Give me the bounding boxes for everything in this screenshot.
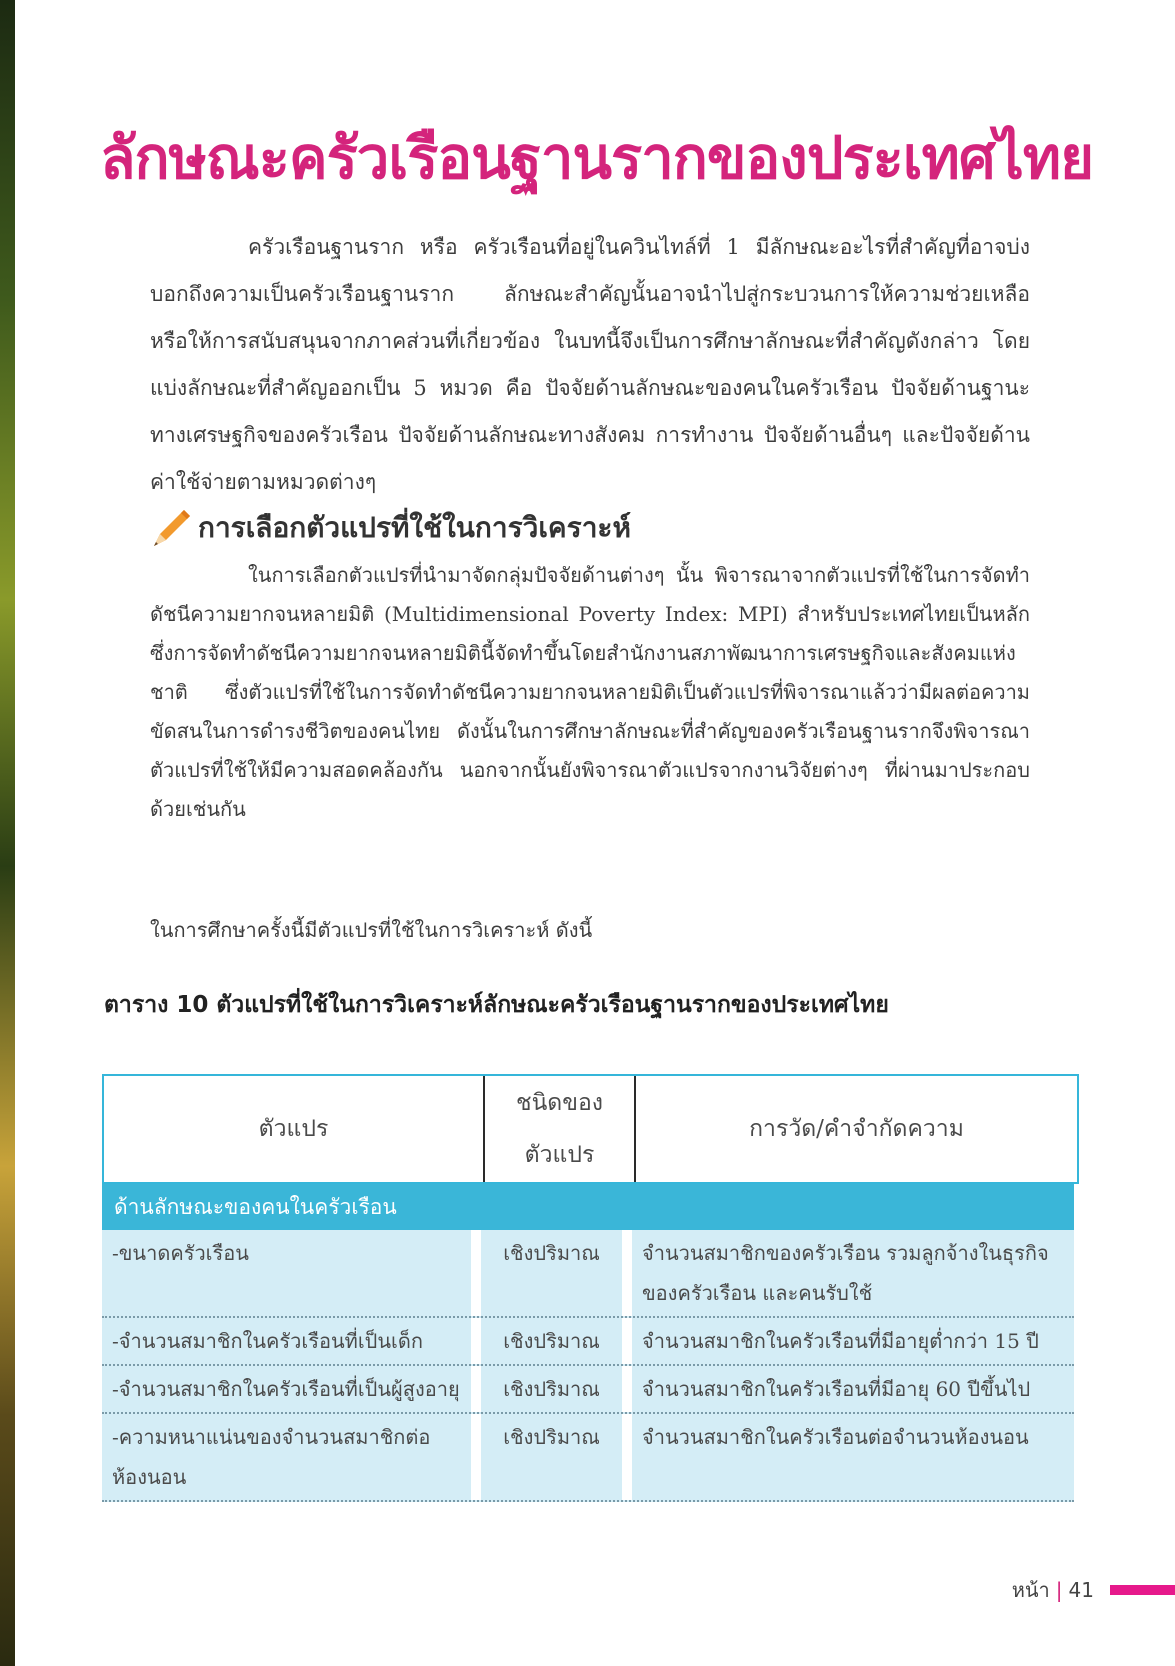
variables-intro: ในการศึกษาครั้งนี้มีตัวแปรที่ใช้ในการวิเคราะห์ ดังนี้ [150, 918, 593, 942]
page-separator: | [1055, 1578, 1063, 1602]
row-type: เชิงปริมาณ [481, 1366, 632, 1412]
intro-paragraph-text: ครัวเรือนฐานราก หรือ ครัวเรือนที่อยู่ในควินไทล์ที่ 1 มีลักษณะอะไรที่สำคัญที่อาจบ่งบอกถึงความเป็นครัวเรือนฐานราก ลักษณะสำคัญนั้นอาจนำไปสู่กระบวนการให้ความช่วยเหลือ หรือให้การสนับสนุนจากภาคส่วนที่เกี่ยวข้อง ในบทนี้จึงเป็นการศึกษาลักษณะที่สำคัญดังกล่าว โดยแบ่งลักษณะที่สำคัญออกเป็น 5 หมวด คือ ปัจจัยด้านลักษณะของคนในครัวเรือน ปัจจัยด้านฐานะทางเศรษฐกิจของครัวเรือน ปัจจัยด้านลักษณะทางสังคม การทำงาน ปัจจัยด้านอื่นๆ และปัจจัยด้านค่าใช้จ่ายตามหมวดต่างๆ [150, 235, 1030, 494]
section-heading [150, 503, 1030, 553]
page-title: ลักษณะครัวเรือนฐานรากของประเทศไทย [100, 124, 1094, 192]
table-header [102, 1074, 1079, 1184]
row-type: เชิงปริมาณ [481, 1230, 632, 1316]
table-row [102, 1230, 1074, 1318]
header-type [485, 1076, 636, 1182]
table-group-row: ด้านลักษณะของคนในครัวเรือน [102, 1184, 1074, 1230]
table-row [102, 1318, 1074, 1366]
pencil-icon [150, 506, 194, 550]
row-variable: -ความหนาแน่นของจำนวนสมาชิกต่อห้องนอน [102, 1414, 481, 1500]
decorative-side-image [0, 0, 15, 1666]
header-type-line2: ตัวแปร [524, 1142, 595, 1168]
row-variable: -ขนาดครัวเรือน [102, 1230, 481, 1316]
header-variable: ตัวแปร [104, 1076, 485, 1182]
variables-table [102, 1074, 1079, 1502]
row-variable: -จำนวนสมาชิกในครัวเรือนที่เป็นเด็ก [102, 1318, 481, 1364]
intro-paragraph [150, 224, 1030, 506]
row-definition: จำนวนสมาชิกในครัวเรือนที่มีอายุ 60 ปีขึ้นไป [642, 1377, 1031, 1401]
table-row [102, 1366, 1074, 1414]
page-accent-bar [1110, 1585, 1175, 1595]
row-definition: จำนวนสมาชิกในครัวเรือนที่มีอายุต่ำกว่า 15 ปี [642, 1329, 1039, 1353]
page-number: 41 [1068, 1578, 1094, 1602]
page-footer [975, 1572, 1175, 1608]
table-caption: ตาราง 10 ตัวแปรที่ใช้ในการวิเคราะห์ลักษณะครัวเรือนฐานรากของประเทศไทย [104, 992, 889, 1018]
table-row [102, 1414, 1074, 1502]
section-title: การเลือกตัวแปรที่ใช้ในการวิเคราะห์ [198, 511, 631, 544]
page-label: หน้า [1011, 1578, 1050, 1602]
header-definition: การวัด/คำจำกัดความ [749, 1116, 964, 1142]
row-type: เชิงปริมาณ [481, 1318, 632, 1364]
row-definition: จำนวนสมาชิกในครัวเรือนต่อจำนวนห้องนอน [642, 1425, 1029, 1449]
row-type: เชิงปริมาณ [481, 1414, 632, 1500]
methodology-paragraph [150, 556, 1030, 829]
row-variable: -จำนวนสมาชิกในครัวเรือนที่เป็นผู้สูงอายุ [102, 1366, 481, 1412]
methodology-paragraph-text: ในการเลือกตัวแปรที่นำมาจัดกลุ่มปัจจัยด้านต่างๆ นั้น พิจารณาจากตัวแปรที่ใช้ในการจัดทำดัชนีความยากจนหลายมิติ (Multidimensional Poverty Index: MPI) สำหรับประเทศไทยเป็นหลัก ซึ่งการจัดทำดัชนีความยากจนหลายมิตินี้จัดทำขึ้นโดยสำนักงานสภาพัฒนาการเศรษฐกิจและสังคมแห่งชาติ ซึ่งตัวแปรที่ใช้ในการจัดทำดัชนีความยากจนหลายมิติเป็นตัวแปรที่พิจารณาแล้วว่ามีผลต่อความขัดสนในการดำรงชีวิตของคนไทย ดังนั้นในการศึกษาลักษณะที่สำคัญของครัวเรือนฐานรากจึงพิจารณาตัวแปรที่ใช้ให้มีความสอดคล้องกัน นอกจากนั้นยังพิจารณาตัวแปรจากงานวิจัยต่างๆ ที่ผ่านมาประกอบด้วยเช่นกัน [150, 563, 1030, 821]
row-definition: จำนวนสมาชิกของครัวเรือน รวมลูกจ้างในธุรกิจของครัวเรือน และคนรับใช้ [642, 1241, 1049, 1305]
header-type-line1: ชนิดของ [515, 1090, 604, 1116]
